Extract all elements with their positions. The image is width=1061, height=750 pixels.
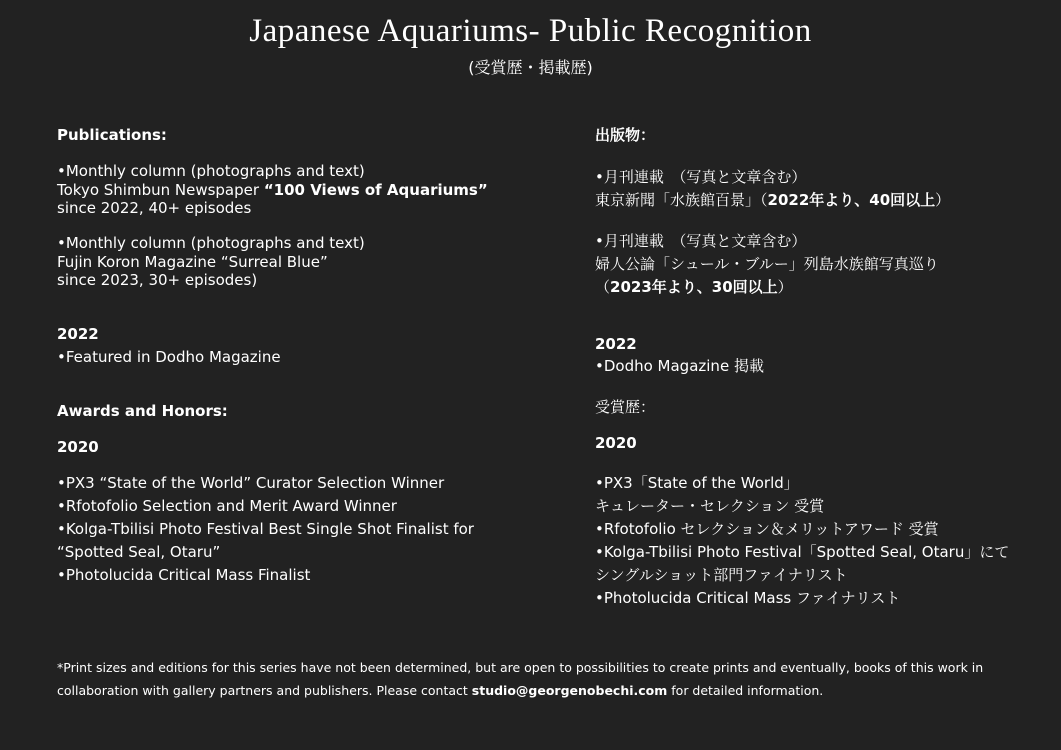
publications-heading-ja: 出版物： xyxy=(595,126,656,144)
page-title: Japanese Aquariums- Public Recognition xyxy=(249,13,812,49)
awards-list xyxy=(57,472,474,587)
column-line: •Monthly column (photographs and text) xyxy=(57,162,365,180)
contact-email-link[interactable]: studio@georgenobechi.com xyxy=(471,683,668,698)
column-line: Fujin Koron Magazine “Surreal Blue” xyxy=(57,252,328,271)
column-line: Tokyo Shimbun Newspaper “100 Views of Aquariums” xyxy=(57,180,488,199)
list-item: •PX3 “State of the World” Curator Selection Winner xyxy=(57,474,445,492)
list-item: •Rfotofolio セレクション＆メリットアワード 受賞 xyxy=(595,520,939,538)
year-2020-heading-ja: 2020 xyxy=(595,434,637,452)
list-item: •Kolga-Tbilisi Photo Festival Best Single Shot Finalist for xyxy=(57,520,474,538)
column-line: since 2023, 30+ episodes) xyxy=(57,271,258,289)
column-line: 婦人公論「シュール・ブルー」列島水族館写真巡り xyxy=(595,255,939,273)
column-line: •Monthly column (photographs and text) xyxy=(57,234,365,252)
column-line: since 2022, 40+ episodes xyxy=(57,199,252,217)
list-item: キュレーター・セレクション 受賞 xyxy=(595,497,825,515)
column-tokyo-shimbun-ja xyxy=(595,166,950,212)
awards-heading: Awards and Honors: xyxy=(57,402,228,420)
list-item: •Rfotofolio Selection and Merit Award Winner xyxy=(57,497,397,515)
column-tokyo-shimbun xyxy=(57,162,488,218)
list-item: •Photolucida Critical Mass Finalist xyxy=(57,566,311,584)
column-fujin-koron-ja xyxy=(595,230,939,299)
column-line: 東京新聞「水族館百景」（2022年より、40回以上） xyxy=(595,191,951,209)
list-item: シングルショット部門ファイナリスト xyxy=(595,566,848,584)
featured-item-ja: •Dodho Magazine 掲載 xyxy=(595,357,764,375)
year-2022-heading: 2022 xyxy=(57,325,99,343)
year-2020-heading: 2020 xyxy=(57,438,99,456)
column-line: •月刊連載 （写真と文章含む） xyxy=(595,232,807,250)
column-fujin-koron xyxy=(57,234,365,290)
list-item: “Spotted Seal, Otaru” xyxy=(57,543,221,561)
column-line: （2023年より、30回以上） xyxy=(595,278,793,296)
publications-heading: Publications: xyxy=(57,126,167,144)
list-item: •PX3「State of the World」 xyxy=(595,474,799,492)
page-subtitle: (受賞歴・掲載歴) xyxy=(468,58,593,77)
awards-list-ja xyxy=(595,472,1009,610)
column-title: “100 Views of Aquariums” xyxy=(263,180,488,199)
footnote: *Print sizes and editions for this series have not been determined, but are open to possibilities to create prints and eventually, books of this work in collaboration with gallery partners and publishers. Please contact studio@georgenobechi.com for detailed information. xyxy=(57,660,984,698)
year-2022-heading-ja: 2022 xyxy=(595,335,637,353)
list-item: •Photolucida Critical Mass ファイナリスト xyxy=(595,589,901,607)
awards-heading-ja: 受賞歴： xyxy=(595,398,656,416)
list-item: •Kolga-Tbilisi Photo Festival「Spotted Seal, Otaru」にて xyxy=(595,543,1010,561)
column-line: •月刊連載 （写真と文章含む） xyxy=(595,168,807,186)
featured-item: •Featured in Dodho Magazine xyxy=(57,348,281,366)
